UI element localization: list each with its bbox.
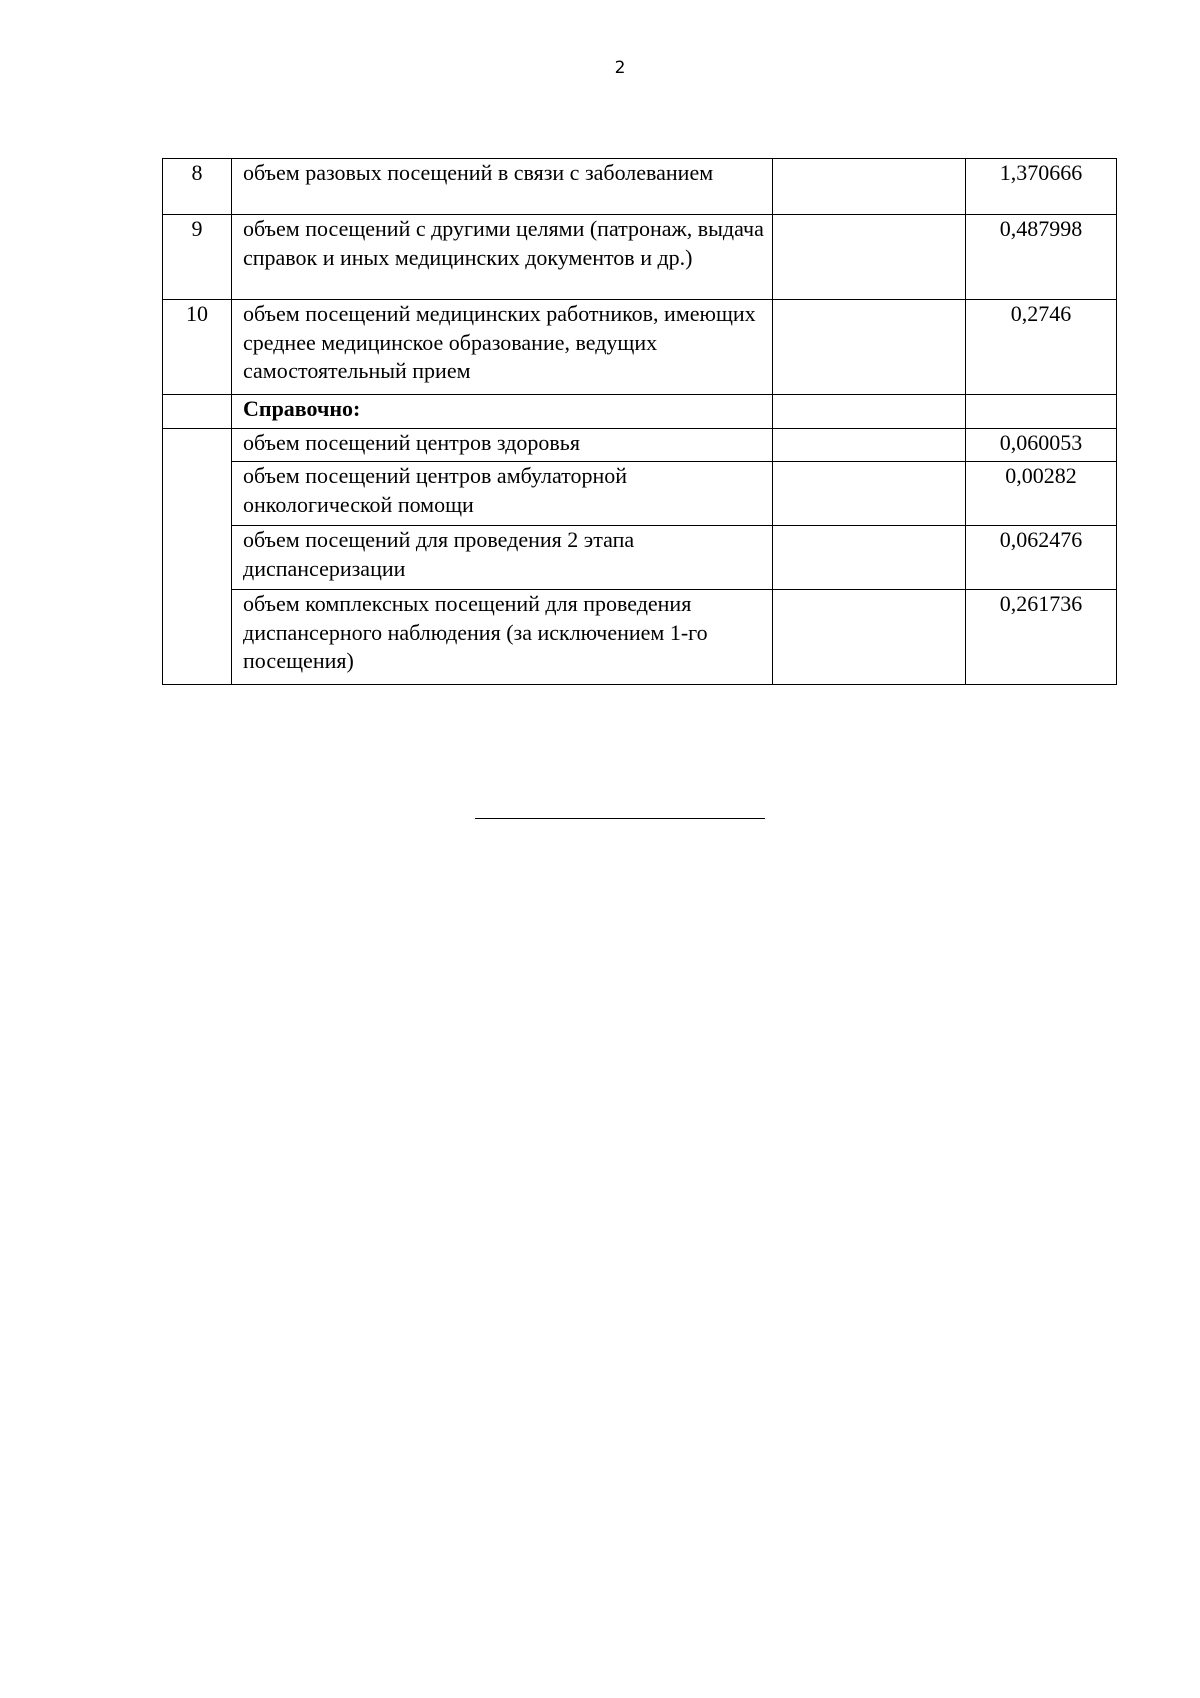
row-unit bbox=[773, 215, 966, 300]
row-name: объем посещений медицинских работников, имеющих среднее медицинское образование, ведущих самостоятельный прием bbox=[232, 300, 773, 395]
row-unit bbox=[773, 526, 966, 590]
row-unit bbox=[773, 300, 966, 395]
row-value: 0,062476 bbox=[966, 526, 1117, 590]
row-value: 0,2746 bbox=[966, 300, 1117, 395]
row-number: 9 bbox=[163, 215, 232, 300]
row-value: 0,00282 bbox=[966, 462, 1117, 526]
row-number-empty bbox=[163, 395, 232, 429]
reference-number-merged bbox=[163, 429, 232, 685]
row-value: 1,370666 bbox=[966, 159, 1117, 215]
table-row bbox=[163, 300, 1117, 395]
reference-header-row bbox=[163, 395, 1117, 429]
reference-row bbox=[163, 590, 1117, 685]
reference-row bbox=[163, 526, 1117, 590]
table-row bbox=[163, 215, 1117, 300]
row-unit bbox=[773, 159, 966, 215]
row-name: объем посещений центров амбулаторной онкологической помощи bbox=[232, 462, 773, 526]
row-name: объем посещений центров здоровья bbox=[232, 429, 773, 462]
row-value: 0,261736 bbox=[966, 590, 1117, 685]
row-number: 10 bbox=[163, 300, 232, 395]
row-name: объем посещений с другими целями (патронаж, выдача справок и иных медицинских документов и др.) bbox=[232, 215, 773, 300]
reference-label: Справочно: bbox=[232, 395, 773, 429]
end-separator-line bbox=[475, 818, 765, 819]
row-unit bbox=[773, 429, 966, 462]
indicators-table bbox=[162, 158, 1117, 685]
row-value: 0,060053 bbox=[966, 429, 1117, 462]
row-name: объем комплексных посещений для проведения диспансерного наблюдения (за исключением 1-го посещения) bbox=[232, 590, 773, 685]
reference-row bbox=[163, 429, 1117, 462]
reference-row bbox=[163, 462, 1117, 526]
row-name: объем посещений для проведения 2 этапа диспансеризации bbox=[232, 526, 773, 590]
row-value bbox=[966, 395, 1117, 429]
row-name: объем разовых посещений в связи с заболеванием bbox=[232, 159, 773, 215]
page-number: 2 bbox=[614, 58, 626, 78]
row-unit bbox=[773, 590, 966, 685]
table-row bbox=[163, 159, 1117, 215]
row-value: 0,487998 bbox=[966, 215, 1117, 300]
row-number: 8 bbox=[163, 159, 232, 215]
row-unit bbox=[773, 395, 966, 429]
row-unit bbox=[773, 462, 966, 526]
